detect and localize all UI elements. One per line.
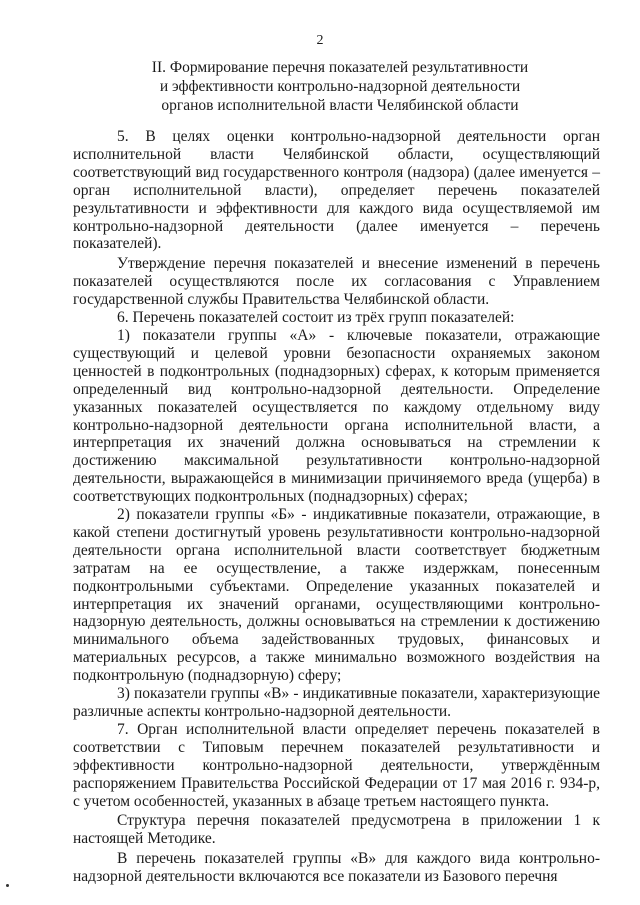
section-title-line: органов исполнительной власти Челябинской области [161,97,519,114]
paragraph-5: 5. В целях оценки контрольно-надзорной деятельности орган исполнительной власти Челябинской области, осуществляющий соответствующий вид государственного контроля (надзора) (далее именуется – орган исполнительной власти), определяет перечень показателей результативности и эффективности для каждого вида осуществляемой им контрольно-надзорной деятельности (далее именуется – перечень показателей). [73,128,600,253]
list-item-group-b: 2) показатели группы «Б» - индикативные показатели, отражающие, в какой степени достигнутый уровень результативности контрольно-надзорной деятельности органа исполнительной власти соответствует бюджетным затратам на ее осуществление, а также издержкам, понесенным подконтрольными субъектами. Определение указанных показателей и интерпретация их значений органами, осуществляющими контрольно-надзорную деятельность, должны основываться на стремлении к достижению минимального объема задействованных трудовых, финансовых и материальных ресурсов, а также минимально возможного воздействия на подконтрольную (поднадзорную) сферу; [73,506,600,685]
list-item-group-v: 3) показатели группы «В» - индикативные показатели, характеризующие различные аспекты контрольно-надзорной деятельности. [73,685,600,720]
paragraph-7: 7. Орган исполнительной власти определяет перечень показателей в соответствии с Типовым перечнем показателей результативности и эффективности контрольно-надзорной деятельности, утверждённым распоряжением Правительства Российской Федерации от 17 мая 2016 г. 934-р, с учетом особенностей, указанных в абзаце третьем настоящего пункта. [73,720,600,810]
list-item-group-a: 1) показатели группы «А» - ключевые показатели, отражающие существующий и целевой уровни безопасности охраняемых законом ценностей в подконтрольных (поднадзорных) сферах, к которым применяется определенный вид контрольно-надзорной деятельности. Определение указанных показателей осуществляется по каждому отдельному виду контрольно-надзорной деятельности органа исполнительной власти, а интерпретация их значений должна основываться на стремлении к достижению максимальной результативности контрольно-надзорной деятельности, выражающейся в минимизации причиняемого вреда (ущерба) в соответствующих подконтрольных (поднадзорных) сферах; [73,326,600,506]
paragraph-structure: Структура перечня показателей предусмотрена в приложении 1 к настоящей Методике. [73,812,600,848]
paragraph-6: 6. Перечень показателей состоит из трёх групп показателей: [117,309,515,327]
section-title-line: II. Формирование перечня показателей результативности [151,59,529,76]
section-title [110,58,570,115]
paragraph-approval: Утверждение перечня показателей и внесение изменений в перечень показателей осуществляются после их согласования с Управлением государственной службы Правительства Челябинской области. [73,255,600,309]
section-title-line: и эффективности контрольно-надзорной деятельности [159,78,521,95]
paragraph-group-v-list: В перечень показателей группы «В» для каждого вида контрольно-надзорной деятельности включаются все показатели из Базового перечня [73,850,600,886]
scan-dot [6,884,9,887]
page-number: 2 [316,33,324,48]
document-body [73,128,600,886]
